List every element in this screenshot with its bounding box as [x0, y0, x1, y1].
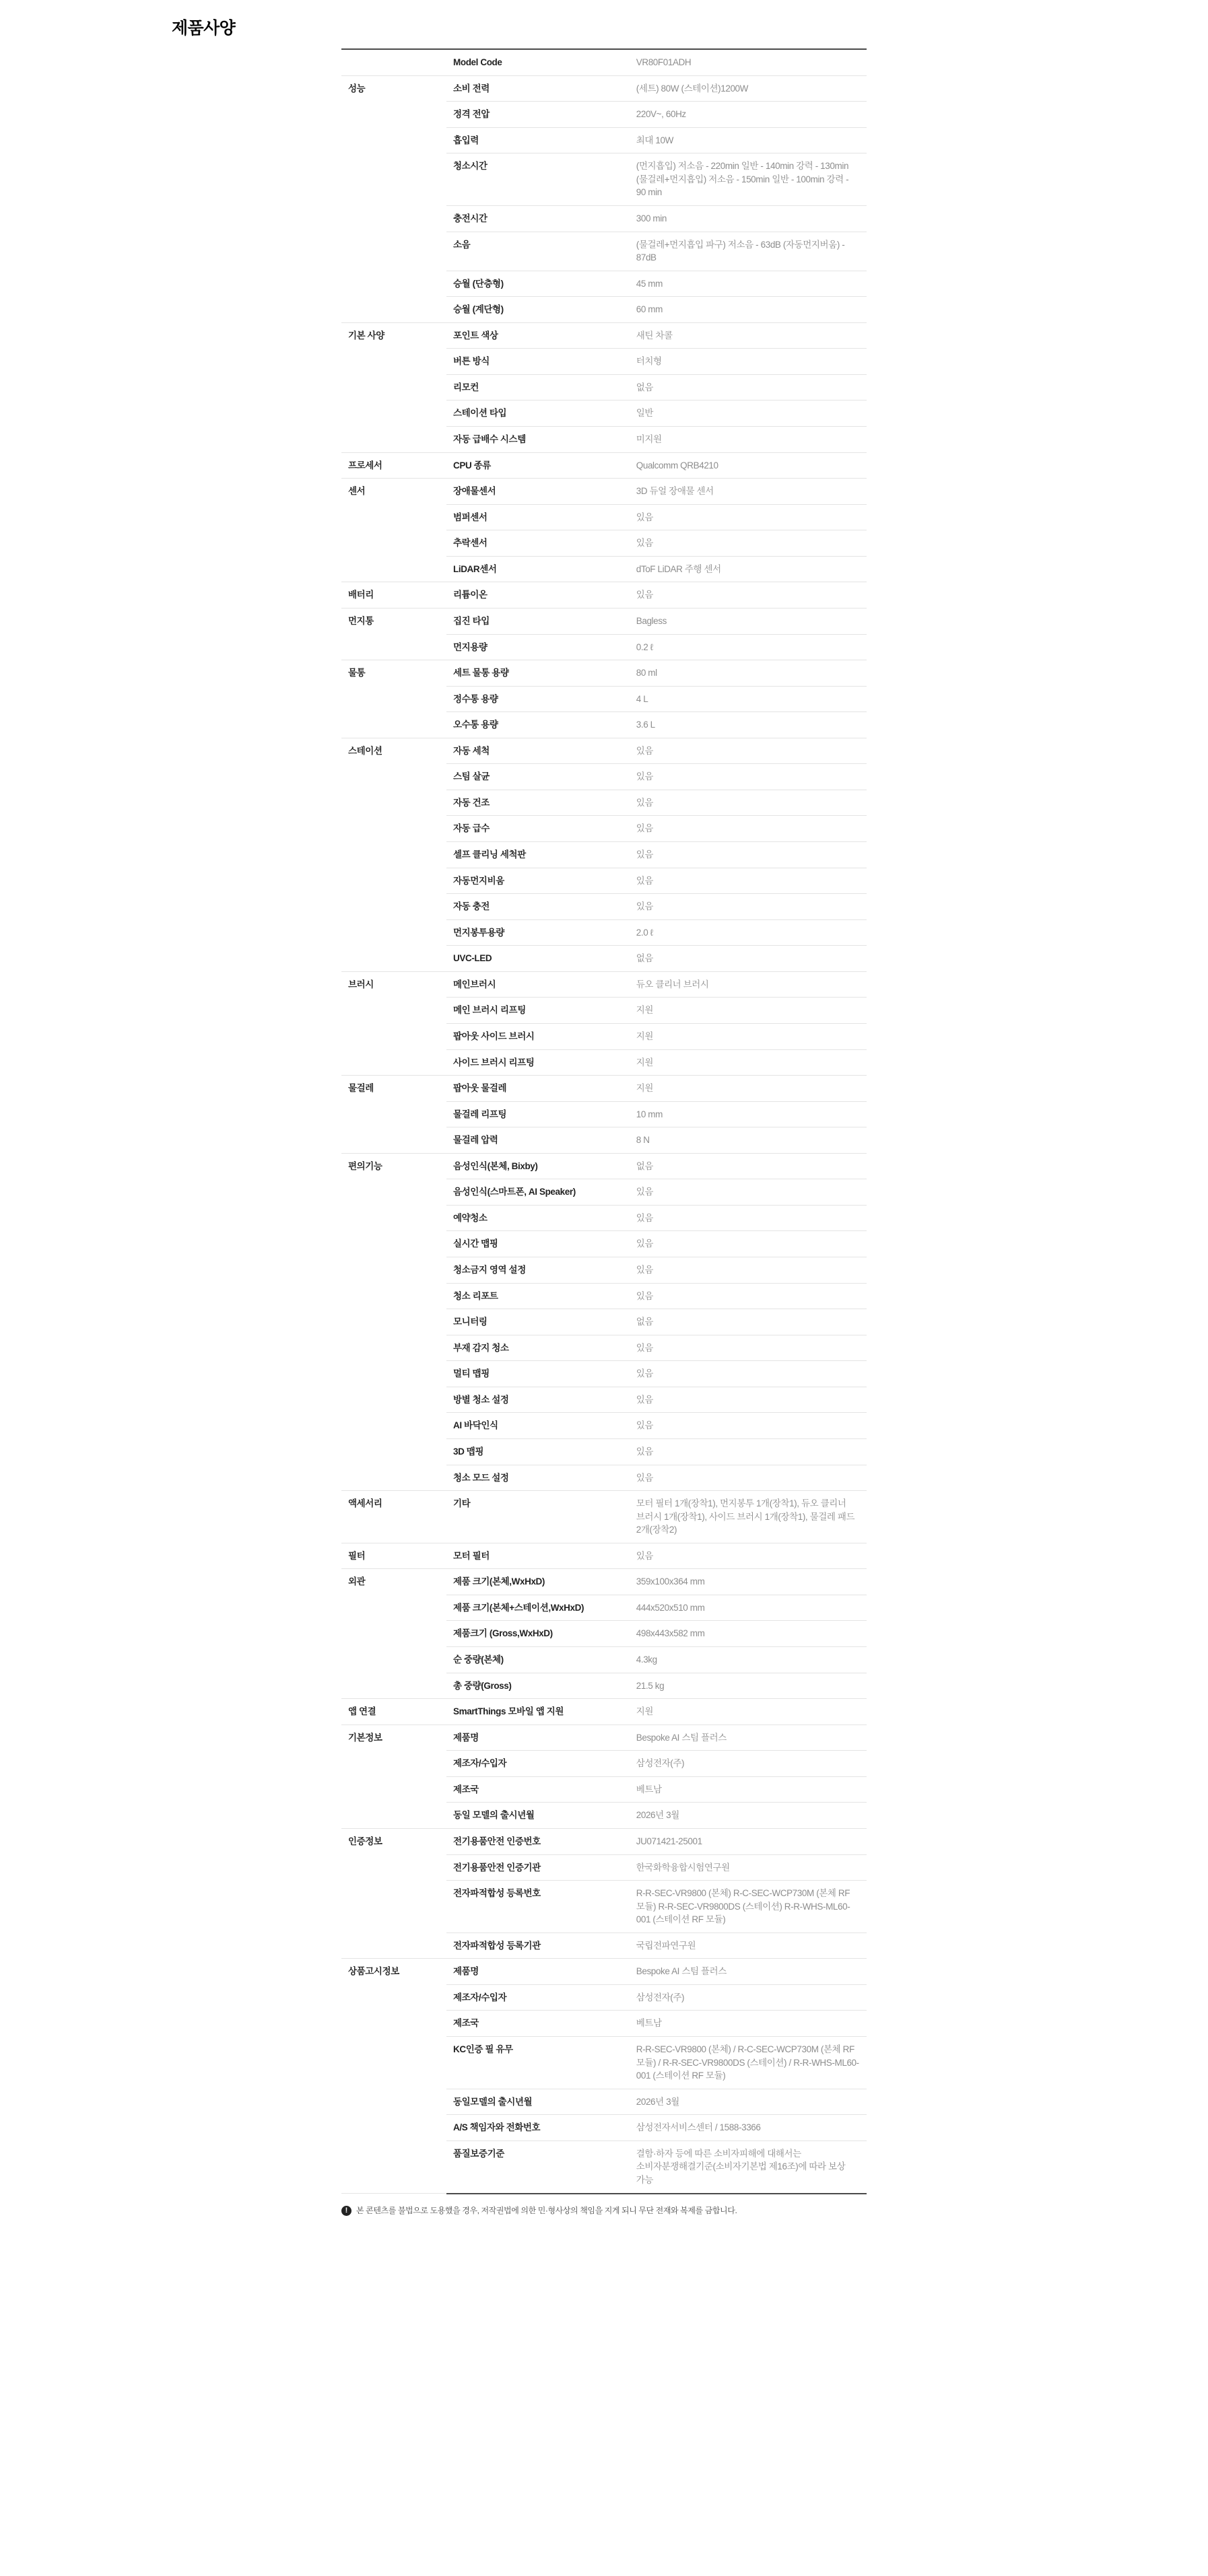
spec-key: 총 중량(Gross) — [446, 1673, 630, 1699]
spec-value: 지원 — [630, 998, 867, 1024]
spec-key: Model Code — [446, 49, 630, 75]
page-title: 제품사양 — [172, 19, 236, 38]
info-icon: ! — [341, 2206, 351, 2216]
table-row — [341, 660, 867, 687]
spec-value: dToF LiDAR 주행 센서 — [630, 556, 867, 582]
spec-key: 멀티 맵핑 — [446, 1361, 630, 1387]
spec-key: 추락센서 — [446, 530, 630, 557]
spec-category: 물걸레 — [341, 1076, 446, 1154]
spec-key: 청소시간 — [446, 153, 630, 206]
spec-value: 있음 — [630, 894, 867, 920]
spec-value: 있음 — [630, 1205, 867, 1231]
spec-key: 제조자/수입자 — [446, 1751, 630, 1777]
spec-key: 장애물센서 — [446, 479, 630, 505]
spec-category: 프로세서 — [341, 452, 446, 479]
spec-value: 있음 — [630, 582, 867, 608]
spec-value: R-R-SEC-VR9800 (본체) / R-C-SEC-WCP730M (본체 RF 모듈) / R-R-SEC-VR9800DS (스테이션) / R-R-WHS-ML60-001 (스테이션 RF 모듈) — [630, 2037, 867, 2089]
spec-key: 자동 충전 — [446, 894, 630, 920]
spec-category: 편의기능 — [341, 1153, 446, 1490]
spec-key: 제품 크기(본체+스테이션,WxHxD) — [446, 1595, 630, 1621]
spec-key: CPU 종류 — [446, 452, 630, 479]
spec-value: 있음 — [630, 1257, 867, 1284]
table-row — [341, 1491, 867, 1543]
spec-value: 듀오 클리너 브러시 — [630, 971, 867, 998]
spec-category: 기본정보 — [341, 1725, 446, 1828]
spec-value: 444x520x510 mm — [630, 1595, 867, 1621]
spec-value: 4 L — [630, 686, 867, 712]
spec-key: 정격 전압 — [446, 102, 630, 128]
spec-value: 있음 — [630, 504, 867, 530]
spec-value: 8 N — [630, 1127, 867, 1154]
spec-key: 동일 모델의 출시년월 — [446, 1803, 630, 1829]
spec-value: 없음 — [630, 946, 867, 972]
spec-key: 세트 물통 용량 — [446, 660, 630, 687]
spec-value: 삼성전자서비스센터 / 1588-3366 — [630, 2115, 867, 2141]
spec-category: 먼지통 — [341, 608, 446, 660]
spec-key: 기타 — [446, 1491, 630, 1543]
spec-value: 있음 — [630, 530, 867, 557]
spec-key: 물걸레 압력 — [446, 1127, 630, 1154]
spec-key: 제조자/수입자 — [446, 1984, 630, 2011]
spec-key: AI 바닥인식 — [446, 1413, 630, 1439]
table-row — [341, 1076, 867, 1102]
spec-value: 미지원 — [630, 427, 867, 453]
spec-value: 없음 — [630, 374, 867, 401]
spec-key: 팝아웃 사이드 브러시 — [446, 1023, 630, 1049]
spec-category: 성능 — [341, 75, 446, 322]
spec-value: 있음 — [630, 1283, 867, 1309]
table-row — [341, 971, 867, 998]
spec-key: 버튼 방식 — [446, 349, 630, 375]
spec-key: 청소금지 영역 설정 — [446, 1257, 630, 1284]
spec-value: 0.2 ℓ — [630, 634, 867, 660]
spec-value: 있음 — [630, 1543, 867, 1569]
spec-value: 지원 — [630, 1049, 867, 1076]
spec-key: 메인브러시 — [446, 971, 630, 998]
spec-key: 제품명 — [446, 1725, 630, 1751]
table-row — [341, 452, 867, 479]
spec-category — [341, 49, 446, 75]
table-row — [341, 1725, 867, 1751]
spec-key: 스팀 살균 — [446, 764, 630, 790]
spec-value: 있음 — [630, 738, 867, 764]
spec-value: Qualcomm QRB4210 — [630, 452, 867, 479]
spec-value: 있음 — [630, 1465, 867, 1491]
spec-key: 전기용품안전 인증번호 — [446, 1828, 630, 1854]
spec-value: 45 mm — [630, 271, 867, 297]
spec-value: 있음 — [630, 764, 867, 790]
spec-category: 배터리 — [341, 582, 446, 608]
spec-value: 결함·하자 등에 따른 소비자피해에 대해서는 소비자분쟁해결기준(소비자기본법 제16조)에 따라 보상 가능 — [630, 2140, 867, 2193]
spec-category: 앱 연결 — [341, 1699, 446, 1725]
spec-key: UVC-LED — [446, 946, 630, 972]
spec-key: 집진 타입 — [446, 608, 630, 634]
spec-value: 삼성전자(주) — [630, 1751, 867, 1777]
spec-key: 자동 급배수 시스템 — [446, 427, 630, 453]
spec-value: 베트남 — [630, 2011, 867, 2037]
table-row — [341, 738, 867, 764]
spec-value: 최대 10W — [630, 127, 867, 153]
spec-key: 리모컨 — [446, 374, 630, 401]
spec-value: 있음 — [630, 790, 867, 816]
spec-key: 충전시간 — [446, 205, 630, 232]
spec-value: 있음 — [630, 1231, 867, 1257]
table-row — [341, 608, 867, 634]
spec-value: 있음 — [630, 816, 867, 842]
table-row — [341, 1959, 867, 1985]
spec-key: 제조국 — [446, 2011, 630, 2037]
spec-value: Bespoke AI 스팀 플러스 — [630, 1725, 867, 1751]
spec-key: 모터 필터 — [446, 1543, 630, 1569]
spec-value: (먼지흡입) 저소음 - 220min 일반 - 140min 강력 - 130min (물걸레+먼지흡입) 저소음 - 150min 일반 - 100min 강력 - 90 min — [630, 153, 867, 206]
spec-key: 셀프 클리닝 세척판 — [446, 842, 630, 868]
table-row — [341, 49, 867, 75]
spec-value: Bespoke AI 스팀 플러스 — [630, 1959, 867, 1985]
spec-key: 순 중량(본체) — [446, 1647, 630, 1673]
spec-key: 전자파적합성 등록기관 — [446, 1933, 630, 1959]
footnote — [341, 2205, 867, 2235]
table-row — [341, 479, 867, 505]
spec-key: 전기용품안전 인증기관 — [446, 1854, 630, 1881]
spec-key: 동일모델의 출시년월 — [446, 2089, 630, 2115]
spec-key: 청소 리포트 — [446, 1283, 630, 1309]
spec-key: 자동 건조 — [446, 790, 630, 816]
spec-value: 터치형 — [630, 349, 867, 375]
spec-key: 포인트 색상 — [446, 322, 630, 349]
spec-value: 10 mm — [630, 1101, 867, 1127]
table-row — [341, 1569, 867, 1595]
spec-category: 스테이션 — [341, 738, 446, 971]
spec-value: 한국화학융합시험연구원 — [630, 1854, 867, 1881]
spec-key: 방별 청소 설정 — [446, 1387, 630, 1413]
spec-key: 청소 모드 설정 — [446, 1465, 630, 1491]
spec-key: 소비 전력 — [446, 75, 630, 102]
spec-key: 사이드 브러시 리프팅 — [446, 1049, 630, 1076]
spec-key: 승월 (계단형) — [446, 297, 630, 323]
spec-key: 정수통 용량 — [446, 686, 630, 712]
spec-value: 2026년 3월 — [630, 2089, 867, 2115]
spec-category: 기본 사양 — [341, 322, 446, 452]
spec-value: 있음 — [630, 1179, 867, 1206]
spec-value: 80 ml — [630, 660, 867, 687]
spec-value: 2.0 ℓ — [630, 919, 867, 946]
spec-value: 없음 — [630, 1309, 867, 1335]
spec-value: 498x443x582 mm — [630, 1621, 867, 1647]
spec-category: 센서 — [341, 479, 446, 582]
spec-key: 제조국 — [446, 1776, 630, 1803]
spec-key: 팝아웃 물걸레 — [446, 1076, 630, 1102]
spec-key: KC인증 필 유무 — [446, 2037, 630, 2089]
spec-category: 상품고시정보 — [341, 1959, 446, 2194]
spec-key: 제품명 — [446, 1959, 630, 1985]
spec-value: 359x100x364 mm — [630, 1569, 867, 1595]
spec-category: 인증정보 — [341, 1828, 446, 1958]
spec-key: 흡입력 — [446, 127, 630, 153]
spec-value: 3D 듀얼 장애물 센서 — [630, 479, 867, 505]
spec-value: 있음 — [630, 842, 867, 868]
table-row — [341, 582, 867, 608]
spec-value: 3.6 L — [630, 712, 867, 738]
spec-value: R-R-SEC-VR9800 (본체) R-C-SEC-WCP730M (본체 RF 모듈) R-R-SEC-VR9800DS (스테이션) R-R-WHS-ML60-001 (스테이션 RF 모듈) — [630, 1881, 867, 1933]
spec-value: 60 mm — [630, 297, 867, 323]
spec-key: 3D 맵핑 — [446, 1438, 630, 1465]
spec-value: 일반 — [630, 401, 867, 427]
spec-table — [341, 48, 867, 2194]
spec-value: 없음 — [630, 1153, 867, 1179]
spec-value: 새틴 차콜 — [630, 322, 867, 349]
spec-key: 자동 세척 — [446, 738, 630, 764]
spec-value: (물걸레+먼지흡입 파구) 저소음 - 63dB (자동먼지버움) - 87dB — [630, 232, 867, 271]
spec-key: 음성인식(스마트폰, AI Speaker) — [446, 1179, 630, 1206]
spec-category: 물통 — [341, 660, 446, 738]
spec-value: 2026년 3월 — [630, 1803, 867, 1829]
spec-key: 스테이션 타입 — [446, 401, 630, 427]
spec-key: 제품 크기(본체,WxHxD) — [446, 1569, 630, 1595]
spec-key: A/S 책임자와 전화번호 — [446, 2115, 630, 2141]
spec-key: 음성인식(본체, Bixby) — [446, 1153, 630, 1179]
spec-value: 있음 — [630, 1387, 867, 1413]
spec-key: 전자파적합성 등록번호 — [446, 1881, 630, 1933]
spec-key: 예약청소 — [446, 1205, 630, 1231]
spec-table-wrapper — [166, 48, 1042, 2194]
table-row — [341, 75, 867, 102]
spec-value: 4.3kg — [630, 1647, 867, 1673]
spec-key: 모니터링 — [446, 1309, 630, 1335]
footnote-text: 본 콘텐츠를 불법으로 도용했을 경우, 저작권법에 의한 민·형사상의 책임을 지게 되니 무단 전재와 복제를 금합니다. — [356, 2205, 737, 2215]
table-row — [341, 1699, 867, 1725]
spec-value: 지원 — [630, 1023, 867, 1049]
spec-key: 자동 급수 — [446, 816, 630, 842]
spec-value: 모터 필터 1개(장착1), 먼지봉투 1개(장착1), 듀오 클리너 브러시 1개(장착1), 사이드 브러시 1개(장착1), 물걸레 패드 2개(장착2) — [630, 1491, 867, 1543]
spec-key: 자동먼지비움 — [446, 868, 630, 894]
spec-key: 제품크기 (Gross,WxHxD) — [446, 1621, 630, 1647]
spec-key: 실시간 맵핑 — [446, 1231, 630, 1257]
spec-value: VR80F01ADH — [630, 49, 867, 75]
spec-value: 300 min — [630, 205, 867, 232]
spec-value: 있음 — [630, 1413, 867, 1439]
spec-key: LiDAR센서 — [446, 556, 630, 582]
spec-category: 필터 — [341, 1543, 446, 1569]
spec-value: Bagless — [630, 608, 867, 634]
spec-value: 있음 — [630, 1361, 867, 1387]
spec-value: 220V~, 60Hz — [630, 102, 867, 128]
spec-category: 액세서리 — [341, 1491, 446, 1543]
spec-key: 오수통 용량 — [446, 712, 630, 738]
table-row — [341, 1153, 867, 1179]
table-row — [341, 1543, 867, 1569]
spec-value: 베트남 — [630, 1776, 867, 1803]
spec-key: 먼지봉투용량 — [446, 919, 630, 946]
spec-category: 브러시 — [341, 971, 446, 1075]
spec-key: 범퍼센서 — [446, 504, 630, 530]
spec-value: 지원 — [630, 1076, 867, 1102]
spec-value: JU071421-25001 — [630, 1828, 867, 1854]
spec-value: 있음 — [630, 868, 867, 894]
spec-value: 삼성전자(주) — [630, 1984, 867, 2011]
spec-value: 국립전파연구원 — [630, 1933, 867, 1959]
spec-value: 지원 — [630, 1699, 867, 1725]
spec-key: 품질보증기준 — [446, 2140, 630, 2193]
spec-key: SmartThings 모바일 앱 지원 — [446, 1699, 630, 1725]
spec-value: 있음 — [630, 1335, 867, 1361]
spec-key: 물걸레 리프팅 — [446, 1101, 630, 1127]
spec-key: 리튬이온 — [446, 582, 630, 608]
table-row — [341, 1828, 867, 1854]
spec-category: 외관 — [341, 1569, 446, 1699]
spec-key: 먼지용량 — [446, 634, 630, 660]
spec-value: 있음 — [630, 1438, 867, 1465]
spec-value: 21.5 kg — [630, 1673, 867, 1699]
spec-key: 승월 (단층형) — [446, 271, 630, 297]
table-row — [341, 322, 867, 349]
spec-key: 메인 브러시 리프팅 — [446, 998, 630, 1024]
title-section — [166, 0, 1042, 48]
spec-value: (세트) 80W (스테이션)1200W — [630, 75, 867, 102]
spec-key: 부재 감지 청소 — [446, 1335, 630, 1361]
spec-key: 소음 — [446, 232, 630, 271]
